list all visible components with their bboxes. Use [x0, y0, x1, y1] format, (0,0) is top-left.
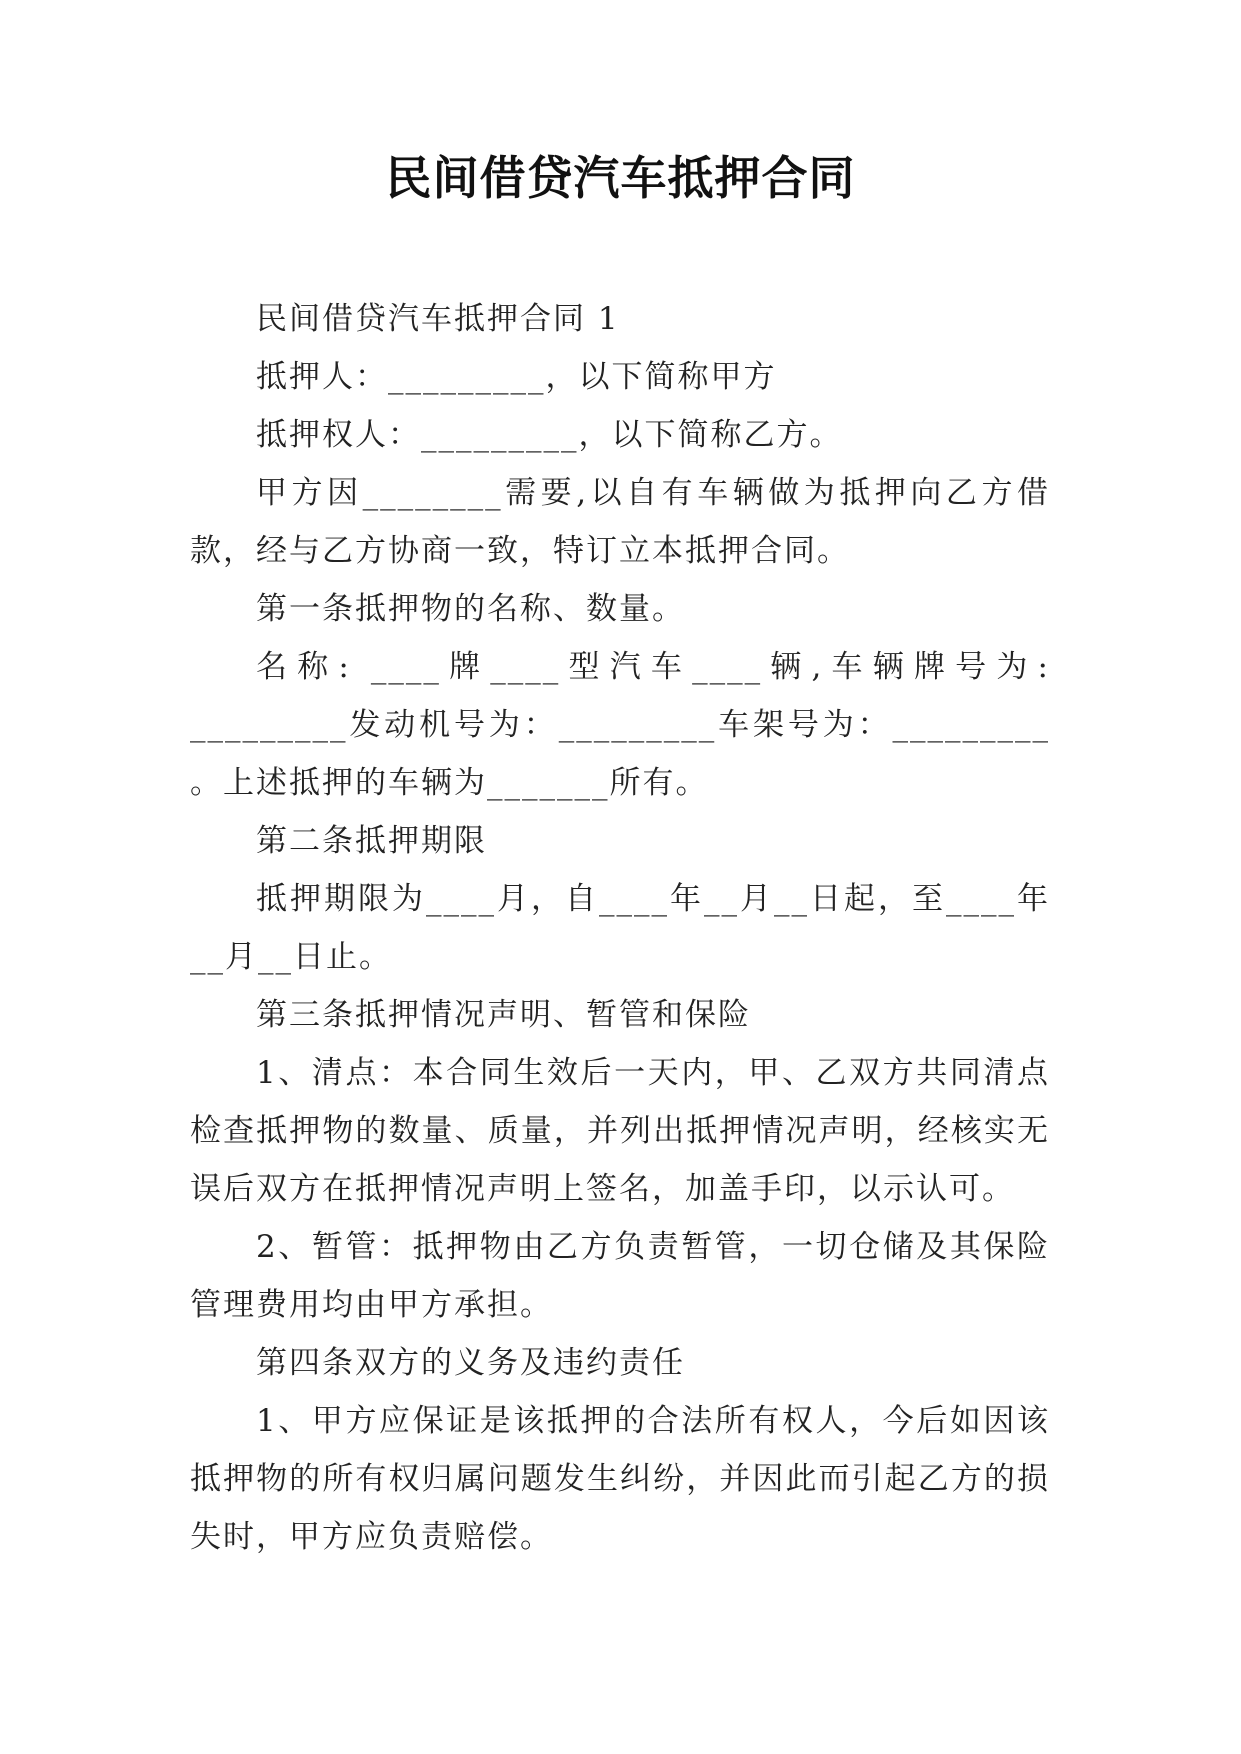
- article-4-heading: 第四条双方的义务及违约责任: [256, 1345, 685, 1381]
- paragraph-mortgage-term: 抵押期限为____月，自____年__月__日起，至____年__月__日止。: [190, 881, 1050, 975]
- paragraph-mortgagor: 抵押人：_________，以下简称甲方: [256, 359, 777, 395]
- paragraph-inventory: 1、清点：本合同生效后一天内，甲、乙双方共同清点检查抵押物的数量、质量，并列出抵押情况声明，经核实无误后双方在抵押情况声明上签名，加盖手印，以示认可。: [190, 1055, 1050, 1207]
- paragraph-contract-number: 民间借贷汽车抵押合同 1: [256, 301, 620, 337]
- paragraph-obligation-1: 1、甲方应保证是该抵押的合法所有权人，今后如因该抵押物的所有权归属问题发生纠纷，并因此而引起乙方的损失时，甲方应负责赔偿。: [190, 1403, 1050, 1555]
- article-3-heading: 第三条抵押情况声明、暂管和保险: [256, 997, 751, 1033]
- paragraph-vehicle-details: 名称: ____牌____型汽车____辆,车辆牌号为: _________发动机号为：_________车架号为：_________ 。上述抵押的车辆为_______所有。: [190, 649, 1050, 801]
- document-body: [190, 290, 1050, 1566]
- paragraph-preamble: 甲方因________需要,以自有车辆做为抵押向乙方借款，经与乙方协商一致，特订立本抵押合同。: [190, 475, 1050, 569]
- paragraph-custody: 2、暂管：抵押物由乙方负责暂管，一切仓储及其保险管理费用均由甲方承担。: [190, 1229, 1050, 1323]
- document-title: 民间借贷汽车抵押合同: [385, 151, 856, 205]
- article-1-heading: 第一条抵押物的名称、数量。: [256, 591, 685, 627]
- article-2-heading: 第二条抵押期限: [256, 823, 487, 859]
- paragraph-mortgagee: 抵押权人：_________，以下简称乙方。: [256, 417, 843, 453]
